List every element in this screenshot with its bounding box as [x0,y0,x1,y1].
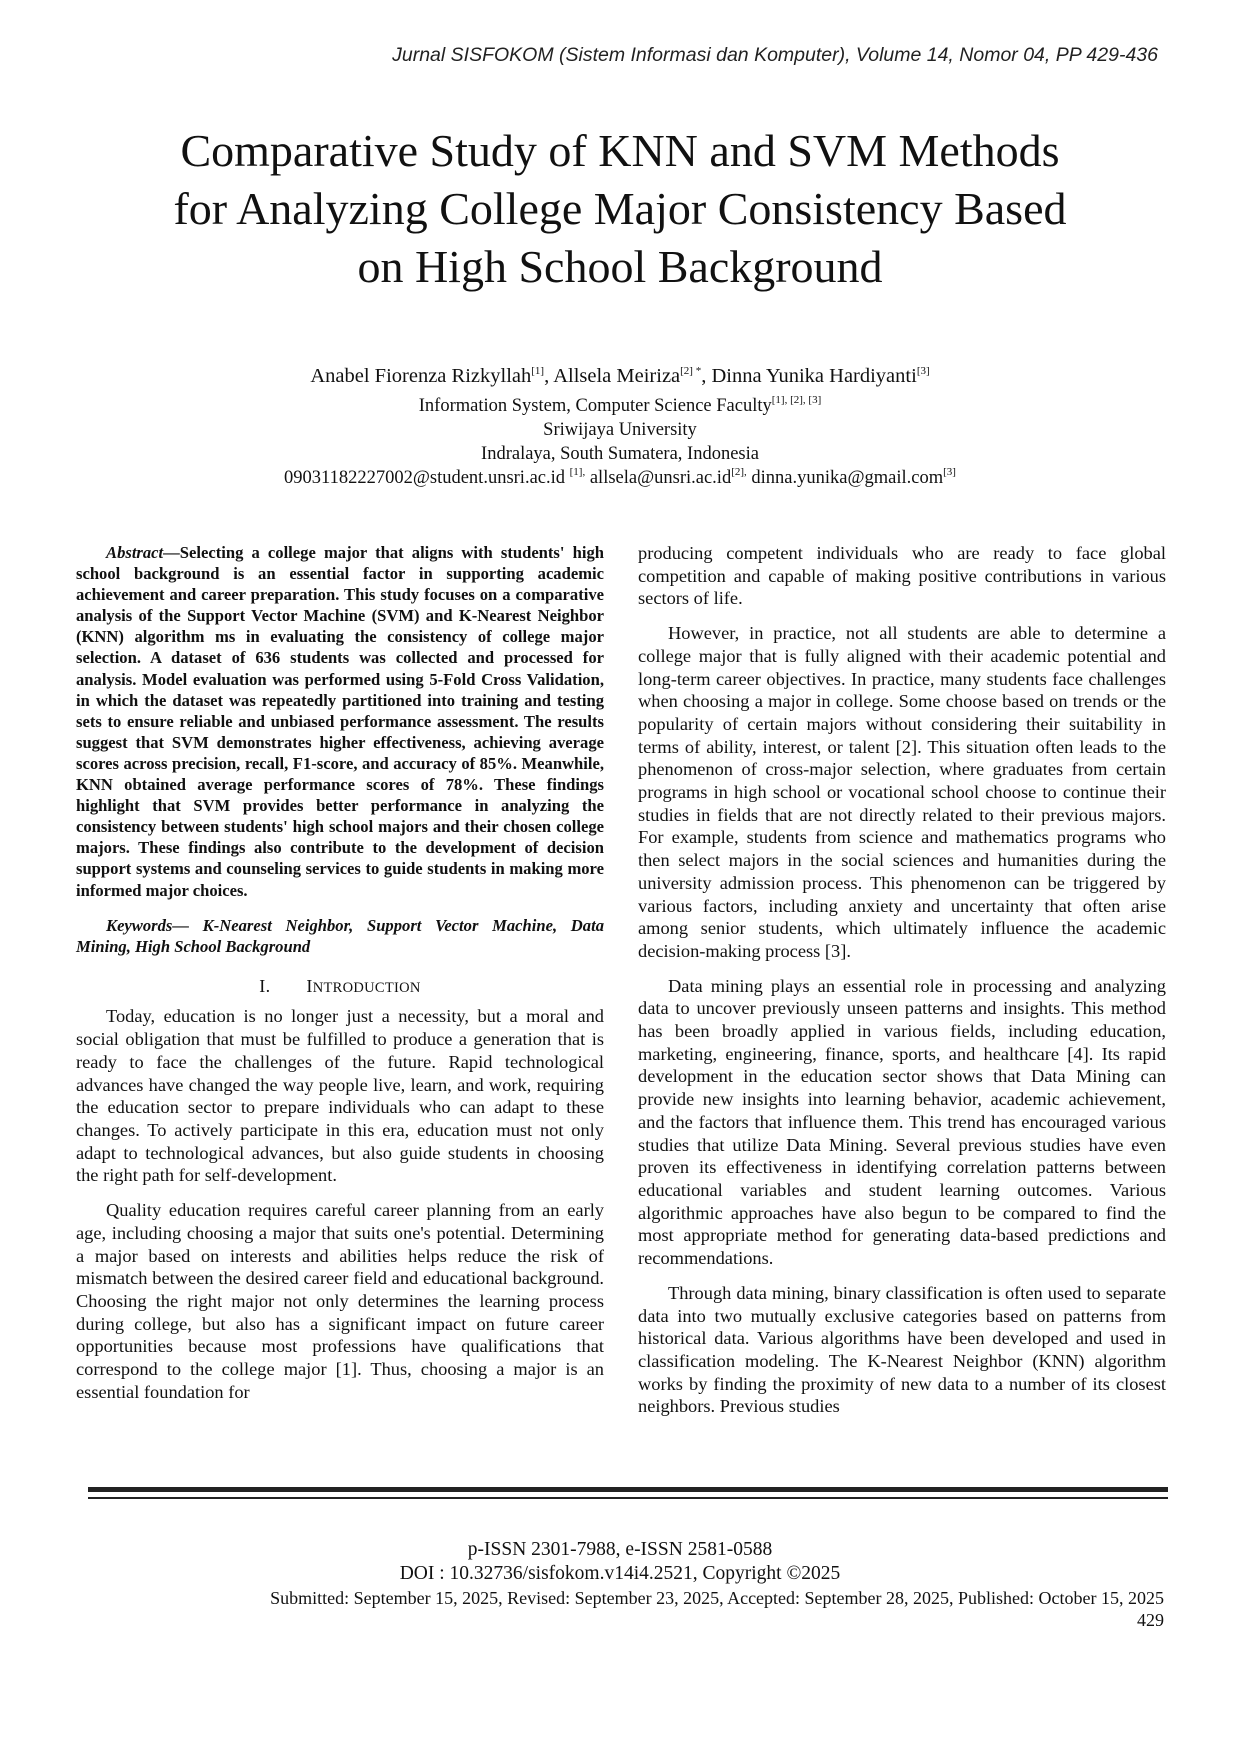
page-number: 429 [1137,1610,1164,1630]
author-3: Dinna Yunika Hardiyanti [711,365,917,387]
journal-running-header: Jurnal SISFOKOM (Sistem Informasi dan Komputer), Volume 14, Nomor 04, PP 429-436 [392,44,1158,66]
author-separator: , [544,365,554,387]
footer-doi: DOI : 10.32736/sisfokom.v14i4.2521, Copyright ©2025 [399,1563,841,1584]
paragraph: Data mining plays an essential role in processing and analyzing data to uncover previously unseen patterns and insights. This method has been broadly applied in various fields, including education, marketing, engineering, finance, sports, and healthcare [4]. Its rapid development in the education sector shows that Data Mining can provide new insights into learning behavior, academic achievement, and the factors that influence them. This trend has encouraged various studies that utilize Data Mining. Several previous studies have even proven its effectiveness in identifying correlation patterns between educational variables and student learning outcomes. Various algorithmic approaches have also begun to be compared to find the most appropriate method for generating data-based predictions and recommendations. [638,975,1166,1269]
paragraph: Today, education is no longer just a necessity, but a moral and social obligation that must be fulfilled to produce a generation that is ready to face the challenges of the future. Rapid technological advances have changed the way people live, learn, and work, requiring the education sector to prepare individuals who can adapt to these changes. To actively participate in this era, education must not only adapt to technological advances, but also guide students in choosing the right path for self-development. [76,1006,604,1186]
section-number: I. [259,975,271,996]
abstract-lead: Abstract [106,543,164,562]
faculty-text: Information System, Computer Science Faculty [418,396,772,416]
footer-block [70,1538,1170,1586]
author-2: Allsela Meiriza [553,365,681,387]
title-line-2: for Analyzing College Major Consistency Based [173,183,1067,234]
section-title-rest: NTRODUCTION [312,979,421,996]
email-1: 09031182227002@student.unsri.ac.id [284,468,570,488]
footer-issn: p-ISSN 2301-7988, e-ISSN 2581-0588 [467,1539,773,1560]
paragraph: Quality education requires careful career planning from an early age, including choosing a major that suits one's potential. Determining a major based on interests and abilities helps reduce the risk of mismatch between the desired career field and educational background. Choosing the right major not only determines the learning process during college, but also has a significant impact on future career opportunities because most professions have qualifications that correspond to the college major [1]. Thus, choosing a major is an essential foundation for [76,1200,604,1402]
paragraph: Through data mining, binary classification is often used to separate data into two mutually exclusive categories based on patterns from historical data. Various algorithms have been developed and used in classification modeling. The K-Nearest Neighbor (KNN) algorithm works by finding the proximity of new data to a number of its closest neighbors. Previous studies [638,1282,1166,1417]
email-2: allsela@unsri.ac.id [585,468,732,488]
affiliation-emails [70,466,1170,490]
abstract-text: —Selecting a college major that aligns with students' high school background is an essential factor in supporting academic achievement and career preparation. This study focuses on a comparative analysis of the Support Vector Machine (SVM) and K-Nearest Neighbor (KNN) algorithm ms in evaluating the consistency of college major selection. A dataset of 636 students was collected and processed for analysis. Model evaluation was performed using 5-Fold Cross Validation, in which the dataset was repeatedly partitioned into training and testing sets to ensure reliable and unbiased performance assessment. The results suggest that SVM demonstrates higher effectiveness, achieving average scores across precision, recall, F1-score, and accuracy of 85%. Meanwhile, KNN obtained average performance scores of 78%. These findings highlight that SVM provides better performance in analyzing the consistency between students' high school majors and their chosen college majors. These findings also contribute to the development of decision support systems and counseling services to guide students in making more informed major choices. [76,543,604,900]
author-3-ref: [3] [916,365,930,377]
author-list [70,364,1170,388]
email-3: dinna.yunika@gmail.com [746,468,944,488]
affiliation-location: Indralaya, South Sumatera, Indonesia [481,444,759,464]
affiliation-block [70,394,1170,490]
right-column [638,542,1166,1430]
author-1-ref: [1] [531,365,545,377]
email-1-ref: [1], [569,466,586,478]
footer-submission-dates: Submitted: September 15, 2025, Revised: September 23, 2025, Accepted: September 28, 2025, Published: October 15, 2025 [270,1588,1164,1608]
author-1: Anabel Fiorenza Rizkyllah [310,365,532,387]
abstract [76,542,604,901]
paragraph: However, in practice, not all students are able to determine a college major that is fully aligned with their academic potential and long-term career objectives. In practice, many students face challenges when choosing a major in college. Some choose based on trends or the popularity of certain majors without considering their suitability in terms of ability, interest, or talent [2]. This situation often leads to the phenomenon of cross-major selection, where graduates from certain programs in high school or vocational school choose to continue their studies in fields that are not directly related to their previous majors. For example, students from science and mathematics programs who then select majors in the social sciences and humanities during the university admission process. This phenomenon can be triggered by various factors, including anxiety and uncertainty that often arise among senior students, which ultimately influence the academic decision-making process [3]. [638,623,1166,961]
footer-rule-thick [88,1487,1168,1492]
footer-rule-thin [88,1497,1168,1499]
title-line-1: Comparative Study of KNN and SVM Methods [180,125,1060,176]
affiliation-university: Sriwijaya University [543,420,697,440]
section-title-initial: I [306,975,313,996]
left-column [76,542,604,1415]
faculty-ref: [1], [2], [3] [771,394,822,406]
paragraph-continued: producing competent individuals who are ready to face global competition and capable of making positive contributions in various sectors of life. [638,543,1166,609]
keywords: Keywords— K-Nearest Neighbor, Support Vector Machine, Data Mining, High School Background [76,915,604,956]
email-3-ref: [3] [943,466,956,478]
title-line-3: on High School Background [357,241,883,292]
author-separator: , [701,365,712,387]
affiliation-faculty [70,394,1170,418]
author-2-ref: [2] * [680,365,702,377]
paper-title [70,122,1170,296]
section-heading-introduction [76,975,604,1000]
email-2-ref: [2], [731,466,747,478]
